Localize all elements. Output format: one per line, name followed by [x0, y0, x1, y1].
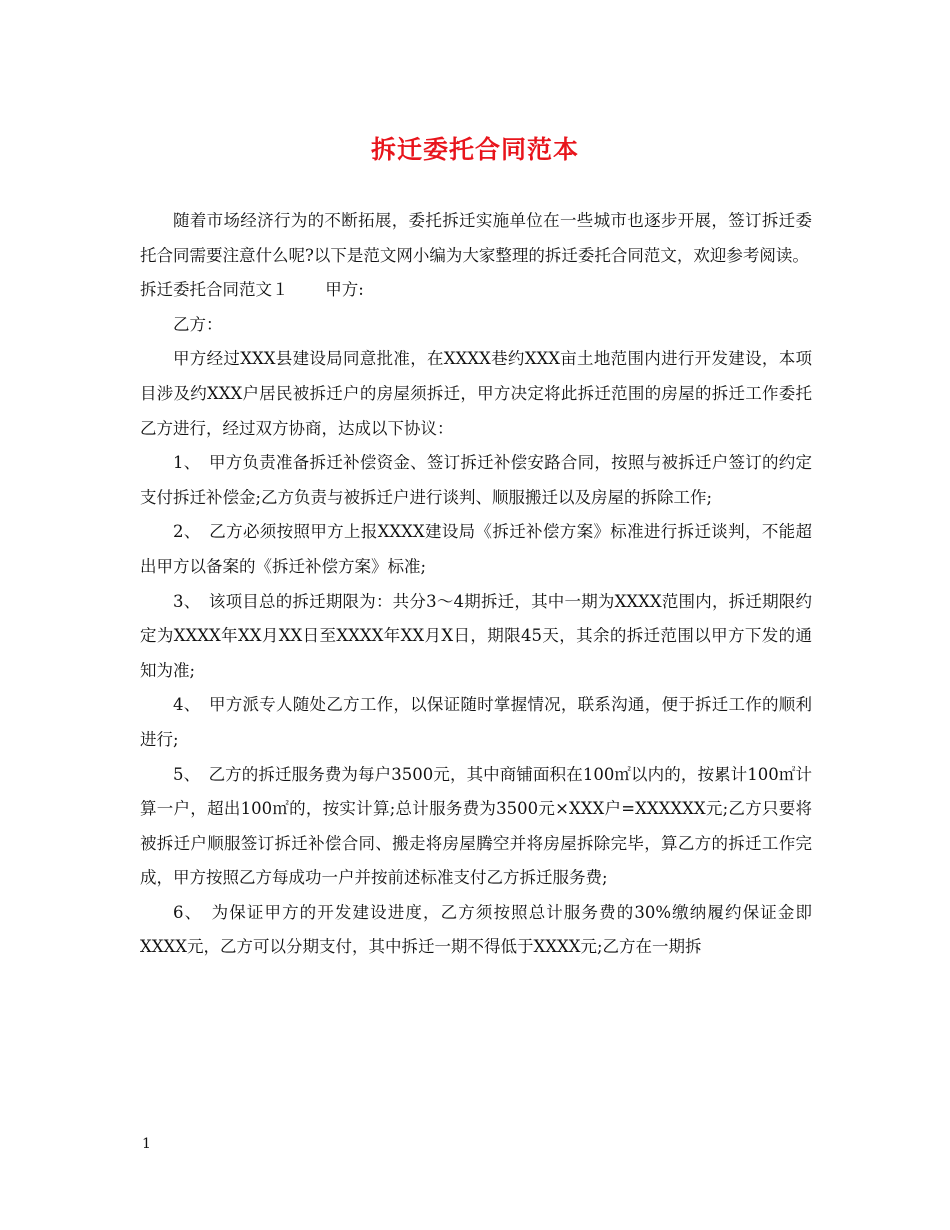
party-a-label: 甲方: — [325, 280, 364, 300]
clause-6: 6、 为保证甲方的开发建设进度，乙方须按照总计服务费的30%缴纳履约保证金即XXXX元，乙方可以分期支付，其中拆迁一期不得低于XXXX元;乙方在一期拆 — [140, 902, 812, 957]
preamble-paragraph: 甲方经过XXX县建设局同意批准，在XXXX巷约XXX亩土地范围内进行开发建设，本项目涉及约XXX户居民被拆迁户的房屋须拆迁，甲方决定将此拆迁范围的房屋的拆迁工作委托乙方进行，经过双方协商，达成以下协议： — [140, 349, 812, 438]
contract-heading: 拆迁委托合同范文１ — [140, 280, 289, 300]
party-b-label: 乙方： — [173, 314, 223, 334]
intro-paragraph: 随着市场经济行为的不断拓展，委托拆迁实施单位在一些城市也逐步开展，签订拆迁委托合同需要注意什么呢?以下是范文网小编为大家整理的拆迁委托合同范文，欢迎参考阅读。 — [140, 211, 812, 265]
clause-5: 5、 乙方的拆迁服务费为每户3500元，其中商铺面积在100㎡以内的，按累计100㎡计算一户，超出100㎡的，按实计算;总计服务费为3500元×XXX户=XXXXXX元;乙方只要将被拆迁户顺服签订拆迁补偿合同、搬走将房屋腾空并将房屋拆除完毕，算乙方的拆迁工作完成，甲方按照乙方每成功一户并按前述标准支付乙方拆迁服务费; — [140, 764, 812, 888]
clause-4: 4、 甲方派专人随处乙方工作，以保证随时掌握情况，联系沟通，便于拆迁工作的顺利进行; — [140, 695, 812, 749]
clause-3: 3、 该项目总的拆迁期限为：共分3～4期拆迁，其中一期为XXXX范围内，拆迁期限约定为XXXX年XX月XX日至XXXX年XX月X日，期限45天，其余的拆迁范围以甲方下发的通知为准; — [140, 591, 812, 680]
page-number: 1 — [142, 1136, 151, 1152]
clause-1: 1、 甲方负责准备拆迁补偿资金、签订拆迁补偿安路合同，按照与被拆迁户签订的约定支付拆迁补偿金;乙方负责与被拆迁户进行谈判、顺服搬迁以及房屋的拆除工作; — [140, 453, 812, 507]
document-body — [140, 204, 812, 965]
contract-heading-line — [140, 273, 812, 308]
clause-2: 2、 乙方必须按照甲方上报XXXX建设局《拆迁补偿方案》标准进行拆迁谈判，不能超出甲方以备案的《拆迁补偿方案》标准; — [140, 522, 812, 576]
document-title: 拆迁委托合同范本 — [370, 135, 579, 164]
